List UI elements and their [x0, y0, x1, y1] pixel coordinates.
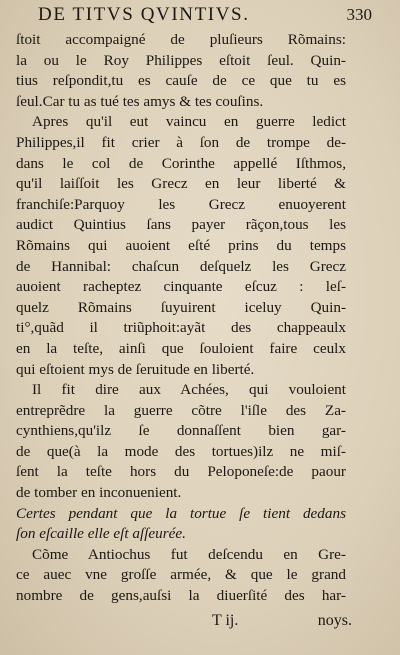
text-line: de que(à la mode des tortues)ilz ne miſ-: [16, 442, 346, 460]
text-line: franchiſe:Parquoy les Grecz enuoyerent: [16, 195, 346, 213]
catchword: noys.: [317, 612, 352, 629]
text-line: Apres qu'il eut vaincu en guerre ledict: [32, 113, 346, 131]
text-line: auoient racheptez cinquante eſcuz : leſ-: [16, 278, 346, 296]
text-line: cynthiens,qu'ilz ſe donnaſſent bien gar-: [16, 422, 346, 440]
text-line: en la teſte, ainſi que ſouloient faire ceulx: [16, 339, 346, 357]
text-line: nombre de gens,auſsi la diuerſité des har-: [16, 587, 346, 605]
page-header: [38, 4, 386, 26]
text-line: qu'il laiſſoit les Grecz en leur liberté &: [16, 175, 346, 193]
italic-line: Certes pendant que la tortue ſe tient dedans: [16, 504, 346, 522]
body-text: [16, 30, 346, 607]
text-line: ſtoit accompaigné de pluſieurs Rõmains:: [16, 31, 346, 48]
text-line: de Hannibal: chaſcun deſquelz les Grecz: [16, 257, 346, 275]
text-line: audict Quintius ſans payer rãçon,tous les: [16, 216, 346, 234]
text-line: ce auec vne groſſe armée, & que le grand: [16, 566, 346, 584]
text-line: Cõme Antiochus fut deſcendu en Gre-: [32, 545, 346, 563]
page-footer: [16, 612, 352, 636]
text-line: Philippes,il fit crier à ſon de trompe de-: [16, 133, 346, 151]
text-line: quelz Rõmains ſuyuirent iceluy Quin-: [16, 298, 346, 316]
text-line: Il fit dire aux Achées, qui vouloient: [32, 381, 346, 399]
text-line: tius reſpondit,tu es cauſe de ce que tu es: [16, 72, 346, 90]
running-title: DE TITVS QVINTIVS.: [38, 4, 250, 25]
text-line: Rõmains qui auoient eſté prins du temps: [16, 236, 346, 254]
text-line: ſent la teſte hors du Peloponeſe:de paour: [16, 463, 346, 481]
text-line: ſeul.Car tu as tué tes amys & tes couſins.: [16, 92, 264, 110]
page-number: 330: [346, 5, 372, 24]
text-line: qui eſtoient mys de ſeruitude en liberté.: [16, 360, 255, 378]
text-line: entreprẽdre la guerre cõtre l'iſle des Za-: [16, 401, 346, 419]
italic-line: ſon eſcaille elle eſt aſſeurée.: [16, 525, 186, 543]
signature-mark: T ij.: [212, 612, 239, 629]
text-line: dans le col de Corinthe appellé Iſthmos,: [16, 154, 346, 172]
text-line: la ou le Roy Philippes eſtoit ſeul. Quin-: [16, 51, 346, 69]
text-line: ti°,quãd il triũphoit:ayãt des chappeaulx: [16, 319, 346, 337]
text-line: de tomber en inconuenient.: [16, 484, 182, 502]
